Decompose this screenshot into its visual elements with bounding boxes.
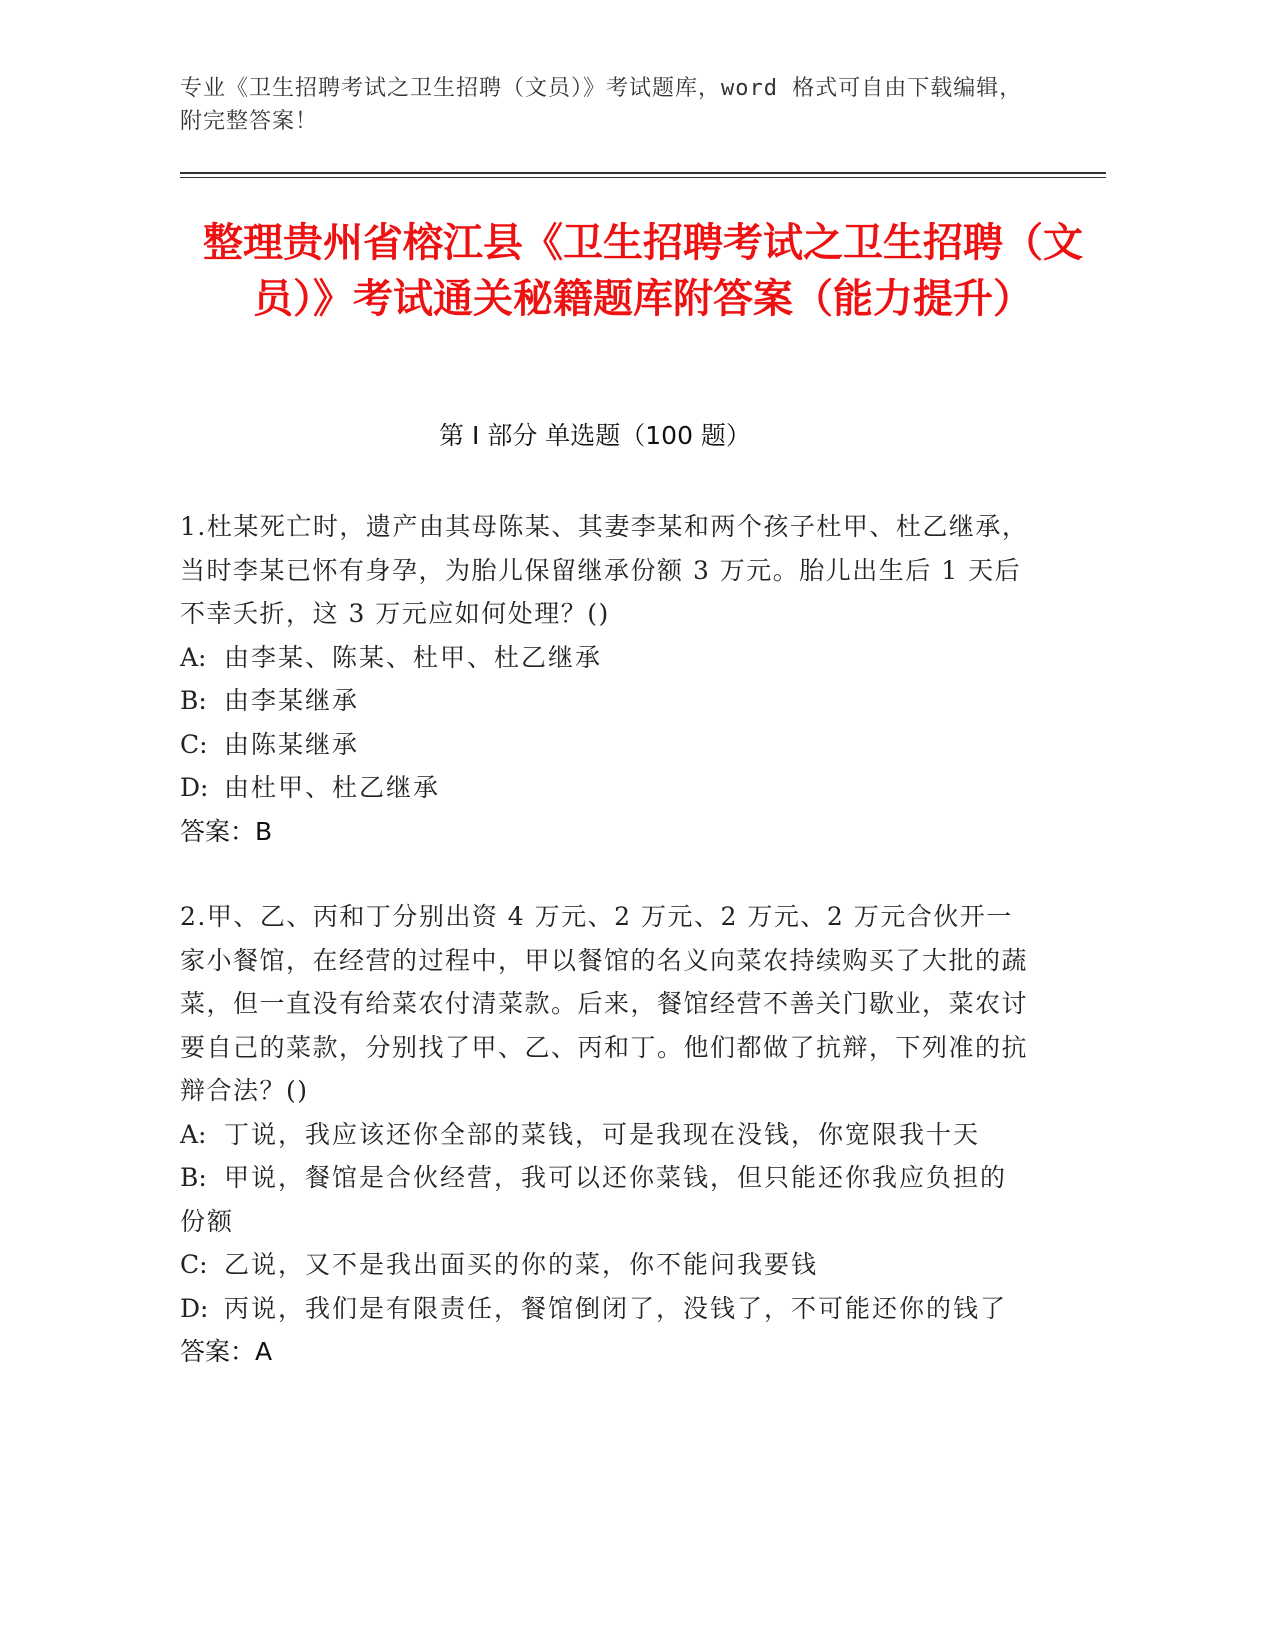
option-text: 由李某继承 [224,686,360,715]
header-divider-thin [180,177,1106,178]
question-stem: 2.甲、乙、丙和丁分别出资 4 万元、2 万元、2 万元、2 万元合伙开一家小餐馆，在经营的过程中，甲以餐馆的名义向菜农持续购买了大批的蔬菜，但一直没有给菜农付清菜款。后来，餐馆经营不善关门歇业，菜农讨要自己的菜款，分别找了甲、乙、丙和丁。他们都做了抗辩，下列准的抗辩合法？() [180,902,1029,1105]
option-text: 甲说，餐馆是合伙经营，我可以还你菜钱，但只能还你我应负担的份额 [180,1163,1008,1236]
option-letter: D: [180,1293,209,1323]
option-text: 由李某、陈某、杜甲、杜乙继承 [224,642,603,672]
option-b [180,1156,1030,1243]
option-d [180,766,1030,810]
answer-text: 答案：A [180,1337,273,1366]
option-letter: A: [180,1119,207,1149]
document-header-note: 专业《卫生招聘考试之卫生招聘（文员）》考试题库，word 格式可自由下载编辑，附完整答案！ [180,76,1023,134]
option-a [180,1113,1030,1157]
question-2 [180,895,1030,1374]
answer-text: 答案：B [180,816,273,846]
option-c [180,723,1030,767]
option-text: 乙说，又不是我出面买的你的菜，你不能问我要钱 [224,1250,819,1279]
option-b [180,679,1030,723]
option-letter: A: [180,642,207,672]
option-letter: D: [180,773,209,802]
option-d [180,1287,1030,1331]
option-letter: B: [180,1163,207,1192]
option-letter: C: [180,1250,208,1279]
option-text: 丁说，我应该还你全部的菜钱，可是我现在没钱，你宽限我十天 [224,1119,981,1149]
option-letter: B: [180,686,207,715]
header-divider-thick [180,172,1106,174]
question-stem: 1.杜某死亡时，遗产由其母陈某、其妻李某和两个孩子杜甲、杜乙继承，当时李某已怀有身孕，为胎儿保留继承份额 3 万元。胎儿出生后 1 天后不幸夭折，这 3 万元应如何处理？() [180,512,1029,628]
section-title: 第 I 部分 单选题（100 题） [439,421,751,450]
option-text: 丙说，我们是有限责任，餐馆倒闭了，没钱了，不可能还你的钱了 [224,1293,1008,1323]
option-letter: C: [180,729,208,759]
question-1 [180,505,1030,853]
option-c [180,1243,1030,1287]
document-title: 整理贵州省榕江县《卫生招聘考试之卫生招聘（文员）》考试通关秘籍题库附答案（能力提升） [203,220,1083,322]
option-text: 由杜甲、杜乙继承 [224,773,441,802]
option-text: 由陈某继承 [224,729,360,759]
option-a [180,636,1030,680]
